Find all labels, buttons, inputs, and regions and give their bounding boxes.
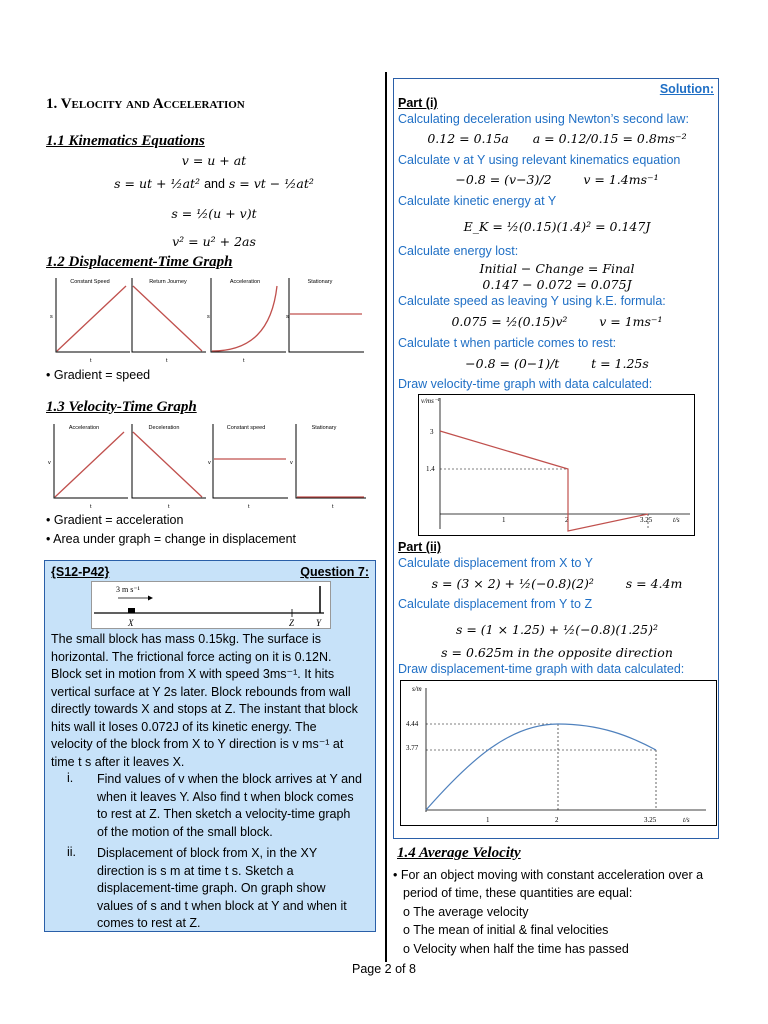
eq-displacement-xy: s = (3 × 2) + ½(−0.8)(2)² s = 4.4m bbox=[431, 576, 683, 591]
question-item-ii: Displacement of block from X, in the XY direction is s m at time t s. Sketch a displacement-time graph. On graph show values of s and t when block at Y and when it comes to rest at Z. bbox=[97, 846, 347, 930]
velocity-time-graphs bbox=[46, 418, 378, 510]
svg-text:t: t bbox=[332, 504, 334, 510]
eq-speed-leaving-y: 0.075 = ½(0.15)v² v = 1ms⁻¹ bbox=[451, 314, 663, 329]
svg-text:s/m: s/m bbox=[412, 685, 422, 693]
vt-panel-title: Stationary bbox=[311, 425, 337, 431]
dt-constant-speed-line bbox=[57, 286, 126, 351]
vt-panel-title: Deceleration bbox=[148, 425, 180, 431]
avg-item: o Velocity when half the time has passed bbox=[403, 942, 629, 956]
average-velocity-heading: 1.4 Average Velocity bbox=[397, 845, 521, 861]
section-title: 1. Velocity and Acceleration bbox=[46, 96, 245, 112]
svg-text:X: X bbox=[128, 618, 134, 628]
svg-text:v/ms⁻¹: v/ms⁻¹ bbox=[421, 397, 440, 405]
avg-bullet-line1: • For an object moving with constant acceleration over a bbox=[393, 868, 704, 882]
svg-text:3: 3 bbox=[430, 428, 434, 436]
eq-deceleration: 0.12 = 0.15a a = 0.12/0.15 = 0.8ms⁻² bbox=[427, 131, 687, 146]
eq-s-half-uvt: s = ½(u + v)t bbox=[171, 206, 257, 221]
eq-displacement-yz-result: s = 0.625m in the opposite direction bbox=[441, 645, 673, 660]
svg-text:1: 1 bbox=[486, 816, 490, 824]
svg-text:2: 2 bbox=[555, 816, 559, 824]
avg-item: o The mean of initial & final velocities bbox=[403, 923, 609, 937]
dt-panel-title: Acceleration bbox=[229, 279, 261, 285]
svg-text:2: 2 bbox=[565, 516, 569, 524]
dt-return-journey-line bbox=[133, 286, 202, 351]
svg-text:1.4: 1.4 bbox=[426, 465, 435, 473]
column-divider bbox=[385, 72, 387, 962]
svg-text:t: t bbox=[168, 504, 170, 510]
svg-text:v: v bbox=[290, 460, 293, 466]
svg-text:s: s bbox=[286, 314, 289, 320]
svg-text:v: v bbox=[208, 460, 211, 466]
question-panel bbox=[44, 560, 376, 932]
vt-panel-title: Acceleration bbox=[68, 425, 100, 431]
svg-text:s: s bbox=[207, 314, 210, 320]
part-ii-heading: Part (ii) bbox=[398, 540, 442, 554]
step-energy-lost: Calculate energy lost: bbox=[398, 244, 519, 258]
svg-text:t/s: t/s bbox=[683, 816, 690, 824]
step-time-to-rest: Calculate t when particle comes to rest: bbox=[398, 336, 617, 350]
gradient-acceleration-bullet: • Gradient = acceleration bbox=[46, 513, 184, 527]
dt-panel-title: Constant Speed bbox=[70, 279, 110, 285]
vt-panel-title: Constant speed bbox=[226, 425, 266, 431]
svg-text:t: t bbox=[166, 358, 168, 364]
question-ref: {S12-P42} bbox=[51, 565, 110, 579]
displacement-time-graphs bbox=[46, 272, 378, 364]
displacement-time-result-graph bbox=[400, 680, 717, 826]
step-draw-st: Draw displacement-time graph with data calculated: bbox=[398, 662, 685, 676]
question-item-i: Find values of v when the block arrives at Y and when it leaves Y. Also find t when block comes to rest at Z. Then sketch a velocity-time graph of the motion of the small block. bbox=[97, 772, 362, 839]
step-displacement-xy: Calculate displacement from X to Y bbox=[398, 556, 594, 570]
svg-text:t: t bbox=[90, 504, 92, 510]
step-speed-leaving-y: Calculate speed as leaving Y using k.E. formula: bbox=[398, 294, 666, 308]
solution-label: Solution: bbox=[659, 82, 714, 96]
vt-acceleration-line bbox=[55, 432, 124, 497]
svg-text:4.44: 4.44 bbox=[406, 720, 419, 728]
eq-time-to-rest: −0.8 = (0−1)/t t = 1.25s bbox=[465, 356, 649, 371]
step-velocity-at-y: Calculate v at Y using relevant kinematics equation bbox=[398, 153, 681, 167]
eq-v-u-at: v = u + at bbox=[181, 153, 247, 168]
velocity-heading: 1.3 Velocity-Time Graph bbox=[46, 399, 197, 415]
step-draw-vt: Draw velocity-time graph with data calculated: bbox=[398, 377, 653, 391]
eq-energy-lost-values: 0.147 − 0.072 = 0.075J bbox=[482, 277, 632, 292]
eq-s-ut: s = ut + ½at² and s = vt − ½at² bbox=[114, 176, 314, 191]
svg-text:s: s bbox=[50, 314, 53, 320]
svg-text:t: t bbox=[248, 504, 250, 510]
velocity-time-result-graph bbox=[418, 394, 695, 536]
svg-text:3.25: 3.25 bbox=[644, 816, 657, 824]
kinematics-heading: 1.1 Kinematics Equations bbox=[46, 133, 205, 149]
vt-deceleration-line bbox=[133, 432, 202, 497]
dt-panel-title: Return Journey bbox=[149, 279, 187, 285]
question-item-i-num: i. bbox=[67, 771, 74, 785]
part-i-heading: Part (i) bbox=[398, 96, 438, 110]
displacement-heading: 1.2 Displacement-Time Graph bbox=[46, 254, 233, 270]
dt-acceleration-curve bbox=[212, 286, 277, 351]
dt-panel-title: Stationary bbox=[307, 279, 333, 285]
svg-text:t/s: t/s bbox=[673, 516, 680, 524]
eq-kinetic-energy: E_K = ½(0.15)(1.4)² = 0.147J bbox=[463, 219, 651, 234]
step-kinetic-energy: Calculate kinetic energy at Y bbox=[398, 194, 557, 208]
question-body: The small block has mass 0.15kg. The surface is horizontal. The frictional force acting on it is 0.12N. Block set in motion from X with speed 3ms⁻¹. It hits vertical surface at Y 2s later. Block rebounds from wall directly towards X and stops at Z. The instant that block hits wall it loses 0.072J of its kinetic energy. The velocity of the block from X to Y direction is v ms⁻¹ at time t s after it leaves X. bbox=[51, 632, 358, 769]
diagram-speed-label: 3 m s⁻¹ bbox=[116, 585, 140, 594]
question-diagram bbox=[91, 581, 331, 629]
avg-item: o The average velocity bbox=[403, 905, 529, 919]
eq-energy-lost-words: Initial − Change = Final bbox=[479, 261, 635, 276]
avg-bullet-line2: period of time, these quantities are equal: bbox=[403, 886, 633, 900]
svg-text:t: t bbox=[90, 358, 92, 364]
step-deceleration: Calculating deceleration using Newton’s second law: bbox=[398, 112, 689, 126]
svg-text:t: t bbox=[243, 358, 245, 364]
question-item-ii-num: ii. bbox=[67, 845, 77, 859]
eq-displacement-yz: s = (1 × 1.25) + ½(−0.8)(1.25)² bbox=[455, 622, 659, 637]
svg-text:Y: Y bbox=[316, 618, 322, 628]
eq-v-squared: v² = u² + 2as bbox=[172, 234, 256, 249]
svg-text:Z: Z bbox=[289, 618, 295, 628]
gradient-speed-bullet: • Gradient = speed bbox=[46, 368, 151, 382]
svg-text:3.77: 3.77 bbox=[406, 744, 419, 752]
eq-velocity-at-y: −0.8 = (v−3)/2 v = 1.4ms⁻¹ bbox=[455, 172, 659, 187]
question-label: Question 7: bbox=[300, 565, 369, 579]
page-footer: Page 2 of 8 bbox=[352, 962, 416, 976]
step-displacement-yz: Calculate displacement from Y to Z bbox=[398, 597, 593, 611]
svg-text:v: v bbox=[48, 460, 51, 466]
svg-text:1: 1 bbox=[502, 516, 506, 524]
block bbox=[128, 608, 135, 613]
svg-text:3.25: 3.25 bbox=[640, 516, 653, 524]
area-under-graph-bullet: • Area under graph = change in displacement bbox=[46, 532, 297, 546]
